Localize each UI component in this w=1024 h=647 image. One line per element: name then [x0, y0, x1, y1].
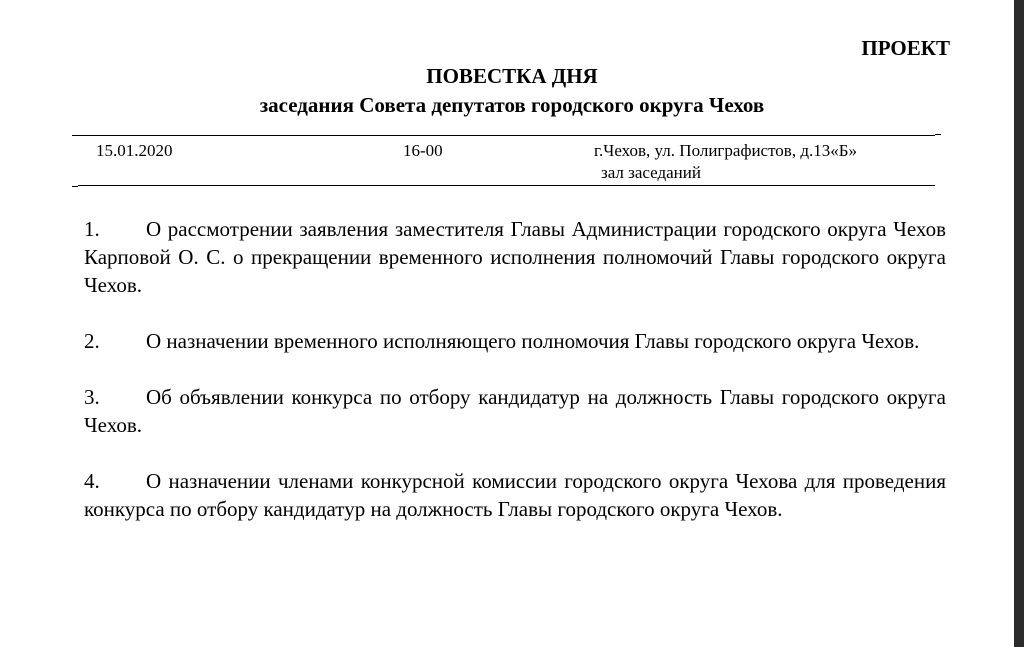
agenda-item-number: 2. — [84, 329, 100, 353]
meeting-time: 16-00 — [403, 141, 443, 160]
divider-bottom-tick — [72, 186, 78, 187]
agenda-item-number: 1. — [84, 217, 100, 241]
agenda-item-number: 3. — [84, 385, 100, 409]
agenda-item-text: О назначении членами конкурсной комиссии городского округа Чехова для проведения конкурса по отбору кандидатур на должность Главы городского округа Чехов. — [84, 469, 946, 521]
meeting-room: зал заседаний — [601, 163, 701, 182]
document-subtitle: заседания Совета депутатов городского округа Чехов — [259, 93, 765, 117]
agenda-item-number: 4. — [84, 469, 100, 493]
agenda-item-text: О рассмотрении заявления заместителя Главы Администрации городского округа Чехов Карповой О. С. о прекращении временного исполнения полномочий Главы городского округа Чехов. — [84, 217, 946, 297]
agenda-item — [84, 215, 946, 299]
divider-bottom — [78, 185, 935, 186]
divider-top-tick — [935, 134, 941, 135]
agenda-list — [84, 215, 946, 523]
agenda-item — [84, 383, 946, 439]
agenda-item — [84, 327, 946, 355]
agenda-item — [84, 467, 946, 523]
meeting-date: 15.01.2020 — [96, 141, 173, 160]
agenda-item-text: О назначении временного исполняющего полномочия Главы городского округа Чехов. — [146, 329, 920, 353]
document-title: ПОВЕСТКА ДНЯ — [426, 64, 598, 88]
divider-top — [72, 135, 935, 136]
meeting-address: г.Чехов, ул. Полиграфистов, д.13«Б» — [594, 141, 857, 160]
draft-label: ПРОЕКТ — [861, 36, 950, 60]
agenda-item-text: Об объявлении конкурса по отбору кандидатур на должность Главы городского округа Чехов. — [84, 385, 946, 437]
